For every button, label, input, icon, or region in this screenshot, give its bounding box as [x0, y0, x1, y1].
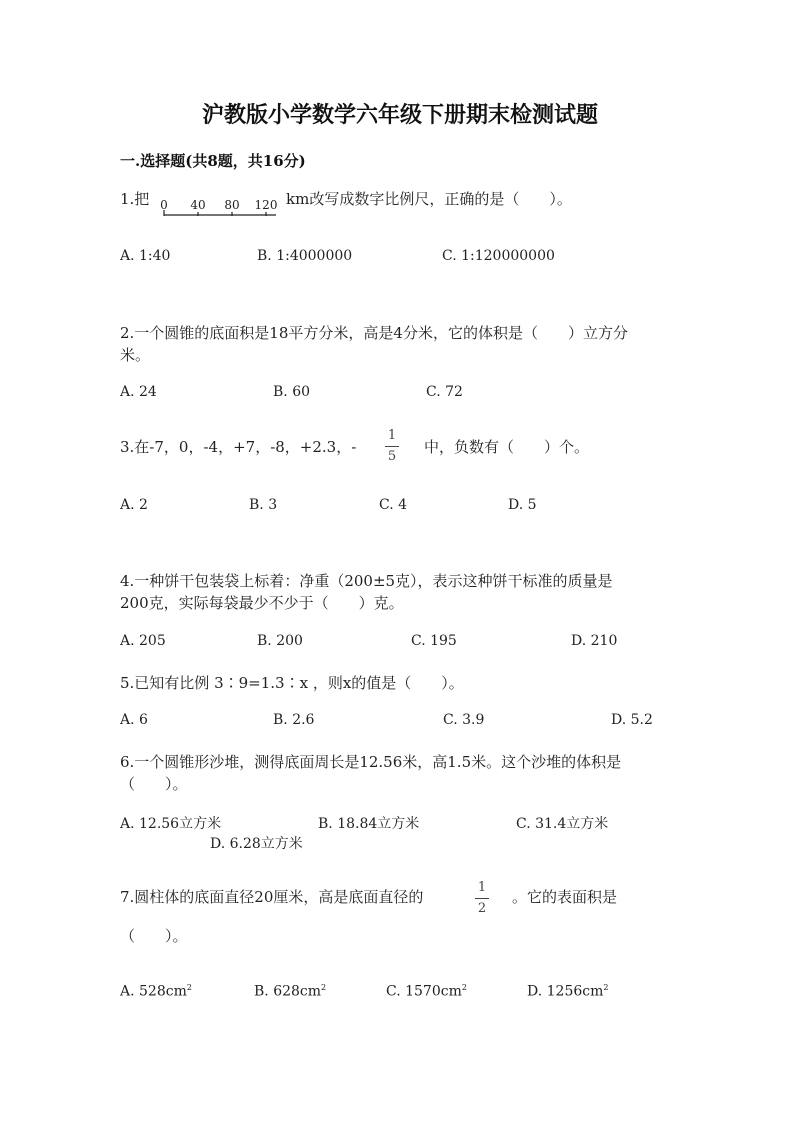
q5-option-c[interactable]: C. 3.9 — [443, 712, 485, 728]
fraction-numerator: 1 — [387, 428, 397, 443]
q4-option-d[interactable]: D. 210 — [571, 633, 618, 649]
q4-option-a[interactable]: A. 205 — [120, 633, 166, 649]
unit-superscript: 2 — [603, 983, 609, 992]
q5-option-b[interactable]: B. 2.6 — [273, 712, 315, 728]
q4-option-b[interactable]: B. 200 — [257, 633, 303, 649]
q4-option-c[interactable]: C. 195 — [411, 633, 457, 649]
q3-option-d[interactable]: D. 5 — [508, 497, 537, 513]
page-title: 沪教版小学数学六年级下册期末检测试题 — [201, 102, 598, 128]
q3-option-a[interactable]: A. 2 — [120, 497, 148, 513]
q6-line1: 6.一个圆锥形沙堆，测得底面周长是12.56米，高1.5米。这个沙堆的体积是 — [120, 753, 622, 771]
q7-option-d[interactable] — [527, 983, 608, 1000]
fraction-bar — [475, 898, 489, 899]
q1-option-b[interactable]: B. 1:4000000 — [257, 248, 353, 264]
q2-line2: 米。 — [120, 346, 151, 364]
fraction-denominator: 5 — [387, 449, 397, 464]
q4-line1: 4.一种饼干包装袋上标着：净重（200±5克），表示这种饼干标准的质量是 — [120, 572, 613, 590]
q7-option-c[interactable] — [386, 983, 467, 1000]
q7-option-a[interactable] — [120, 983, 192, 1000]
option-text: D. 1256cm — [527, 983, 604, 1000]
q1-prefix: 1.把 — [120, 190, 150, 208]
scale-tick-label: 120 — [254, 198, 278, 212]
q3-option-c[interactable]: C. 4 — [379, 497, 408, 513]
fraction-bar — [385, 446, 399, 447]
q1-suffix: km改写成数字比例尺，正确的是（ ）。 — [286, 190, 572, 208]
q2-line1: 2.一个圆锥的底面积是18平方分米，高是4分米，它的体积是（ ）立方分 — [120, 324, 628, 342]
q2-option-c[interactable]: C. 72 — [426, 384, 463, 400]
q3-fraction — [385, 428, 399, 465]
q6-option-d[interactable]: D. 6.28立方米 — [210, 836, 303, 852]
fraction-denominator: 2 — [477, 901, 487, 916]
option-text: B. 628cm — [254, 983, 322, 1000]
q6-option-b[interactable]: B. 18.84立方米 — [318, 816, 420, 832]
q7-prefix: 7.圆柱体的底面直径20厘米，高是底面直径的 — [120, 888, 424, 906]
unit-superscript: 2 — [186, 983, 192, 992]
unit-superscript: 2 — [461, 983, 467, 992]
q1-option-c[interactable]: C. 1:120000000 — [442, 248, 555, 264]
q5-option-d[interactable]: D. 5.2 — [611, 712, 653, 728]
q7-fraction — [475, 880, 489, 917]
q3-option-b[interactable]: B. 3 — [249, 497, 278, 513]
q1-option-a[interactable]: A. 1:40 — [120, 248, 171, 264]
q3-prefix: 3.在-7，0，-4，+7，-8，+2.3，- — [120, 438, 357, 456]
scale-ruler — [158, 194, 284, 220]
scale-tick-label: 80 — [224, 198, 240, 212]
q3-suffix: 中，负数有（ ）个。 — [424, 438, 590, 456]
q7-line2: （ ）。 — [120, 927, 188, 945]
scale-tick-label: 40 — [190, 198, 206, 212]
q7-option-b[interactable] — [254, 983, 326, 1000]
q6-line2: （ ）。 — [120, 775, 188, 793]
q5-text: 5.已知有比例 3∶9=1.3∶x ，则x的值是（ ）。 — [120, 674, 464, 692]
q6-option-c[interactable]: C. 31.4立方米 — [516, 816, 609, 832]
option-text: C. 1570cm — [386, 983, 462, 1000]
q2-option-a[interactable]: A. 24 — [120, 384, 157, 400]
q5-option-a[interactable]: A. 6 — [120, 712, 148, 728]
q7-suffix: 。它的表面积是 — [512, 888, 618, 906]
scale-tick-label: 0 — [160, 198, 168, 212]
q2-option-b[interactable]: B. 60 — [273, 384, 311, 400]
fraction-numerator: 1 — [477, 880, 487, 895]
option-text: A. 528cm — [120, 983, 187, 1000]
section-heading: 一.选择题(共8题，共16分) — [120, 152, 306, 170]
unit-superscript: 2 — [321, 983, 327, 992]
q4-line2: 200克，实际每袋最少不少于（ ）克。 — [120, 594, 404, 612]
q6-option-a[interactable]: A. 12.56立方米 — [120, 816, 222, 832]
